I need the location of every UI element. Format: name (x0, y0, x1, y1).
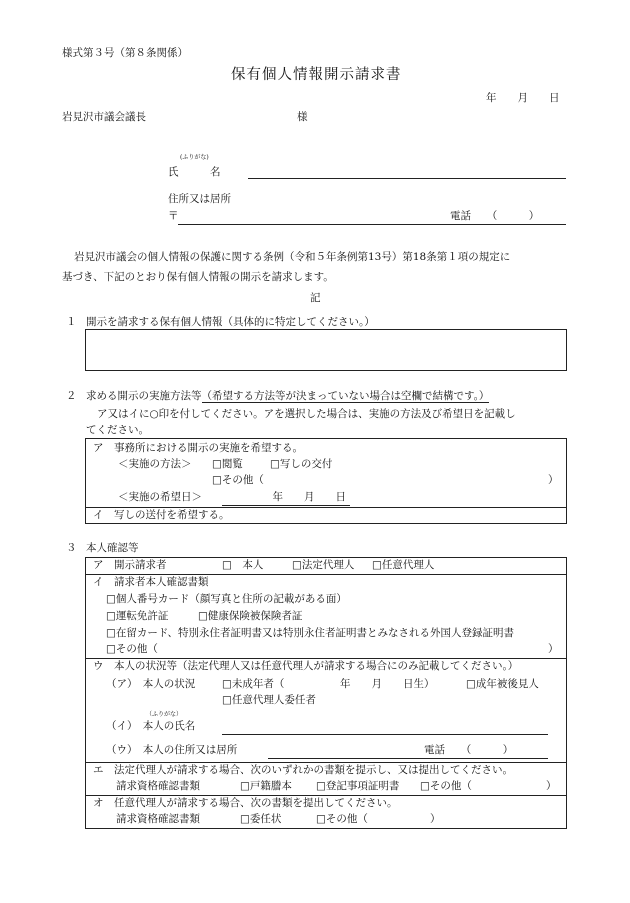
intro-text-2: 基づき、下記のとおり保有個人情報の開示を請求します。 (62, 271, 334, 283)
adult-ward-checkbox[interactable]: □成年被後見人 (466, 678, 539, 690)
row-i-label: イ 請求者本人確認書類 (93, 576, 209, 588)
honorific: 様 (297, 111, 308, 123)
method-copy-checkbox[interactable]: □写しの交付 (270, 458, 333, 470)
family-register-checkbox[interactable]: □戸籍謄本 (240, 780, 292, 792)
section2-label-note: （希望する方法等が決まっていない場合は空欄で結構です。） (201, 390, 490, 402)
legal-other-checkbox[interactable]: □その他（ (420, 780, 472, 792)
row-o-docs-label: 請求資格確認書類 (116, 813, 200, 825)
principal-address-line[interactable] (268, 758, 548, 759)
section1-number: １ (66, 316, 77, 328)
registry-certificate-checkbox[interactable]: □登記事項証明書 (316, 780, 400, 792)
section2-divider (85, 507, 567, 508)
legal-other-close: ） (546, 780, 557, 792)
row-u-divider (85, 762, 567, 763)
section2-label (86, 390, 489, 404)
method-other-checkbox[interactable]: □その他（ (212, 474, 264, 486)
voluntary-other-checkbox[interactable]: □その他（ (316, 813, 368, 825)
row-o-label: オ 任意代理人が請求する場合、次の書類を提出してください。 (93, 797, 398, 809)
row-e-label: エ 法定代理人が請求する場合、次のいずれかの書類を提示し、又は提出してください。 (93, 764, 513, 776)
voluntary-other-close: ） (430, 813, 441, 825)
row-e-docs-label: 請求資格確認書類 (116, 780, 200, 792)
section3-label: 本人確認等 (86, 542, 139, 554)
section2-note-2: てください。 (86, 424, 149, 436)
method-view-checkbox[interactable]: □閲覧 (212, 458, 243, 470)
id-other-checkbox[interactable]: □その他（ (106, 643, 158, 655)
section2-label-prefix: 求める開示の実施方法等 (86, 390, 202, 402)
minor-birthdate[interactable]: 年 月 日生） (340, 678, 435, 690)
form-number: 様式第３号（第８条関係） (62, 47, 188, 59)
intro-text-1: 岩見沢市議会の個人情報の保護に関する条例（令和５年条例第13号）第18条第１項の規定に (74, 251, 511, 263)
applicant-name-ruby: (ふりがな) (180, 154, 209, 161)
option-i[interactable]: イ 写しの送付を希望する。 (93, 509, 230, 521)
applicant-name-label: 氏 名 (168, 166, 221, 178)
desired-date-field[interactable]: 年 月 日 (222, 491, 350, 506)
power-of-attorney-checkbox[interactable]: □委任状 (240, 813, 282, 825)
principal-phone[interactable]: 電話 （ ） (424, 744, 514, 756)
section1-input-box[interactable] (85, 329, 567, 371)
row-a-divider (85, 574, 567, 575)
row-e-divider (85, 795, 567, 796)
row-u-a-label: （ア） 本人の状況 (106, 678, 196, 690)
section3-number: ３ (66, 542, 77, 554)
method-label: ＜実施の方法＞ (118, 458, 192, 470)
id-residence-card-checkbox[interactable]: □在留カード、特別永住者証明書又は特別永住者証明書とみなされる外国人登録証明書 (106, 627, 514, 639)
row-i-divider (85, 658, 567, 659)
applicant-name-line[interactable] (248, 178, 566, 179)
principal-name-line[interactable] (222, 734, 548, 735)
applicant-address-line[interactable] (178, 224, 566, 225)
section1-label: 開示を請求する保有個人情報（具体的に特定してください。） (86, 316, 375, 328)
row-a-self-checkbox[interactable]: □ 本人 (222, 559, 264, 571)
date-field[interactable]: 年 月 日 (486, 92, 560, 104)
section2-number: ２ (66, 390, 77, 402)
page-title: 保有個人情報開示請求書 (231, 67, 402, 83)
principal-name-ruby: （ふりがな） (146, 711, 183, 718)
date-label: ＜実施の希望日＞ (118, 491, 202, 503)
applicant-address-label: 住所又は居所 (168, 193, 231, 205)
row-a-legal-checkbox[interactable]: □法定代理人 (292, 559, 355, 571)
option-a[interactable]: ア 事務所における開示の実施を希望する。 (93, 442, 303, 454)
row-a-label: ア 開示請求者 (93, 559, 167, 571)
addressee: 岩見沢市議会議長 (62, 111, 146, 123)
ki-label: 記 (310, 292, 321, 304)
section2-note-1: ア又はイに○印を付してください。アを選択した場合は、実施の方法及び希望日を記載し (97, 408, 516, 420)
row-a-voluntary-checkbox[interactable]: □任意代理人 (372, 559, 435, 571)
method-other-close: ） (548, 474, 559, 486)
id-other-close: ） (548, 643, 559, 655)
row-u-u-label: （ウ） 本人の住所又は居所 (106, 744, 238, 756)
id-license-checkbox[interactable]: □運転免許証 (106, 610, 169, 622)
id-mynumber-checkbox[interactable]: □個人番号カード（顔写真と住所の記載がある面） (106, 593, 347, 605)
postal-mark: 〒 (168, 210, 179, 222)
row-u-i-label: （イ） 本人の氏名 (106, 720, 196, 732)
minor-checkbox[interactable]: □未成年者（ (222, 678, 285, 690)
principal-checkbox[interactable]: □任意代理人委任者 (222, 694, 316, 706)
applicant-phone[interactable]: 電話 （ ） (450, 210, 540, 222)
row-u-label: ウ 本人の状況等（法定代理人又は任意代理人が請求する場合にのみ記載してください。） (93, 660, 519, 672)
id-insurance-checkbox[interactable]: □健康保険被保険者証 (198, 610, 303, 622)
